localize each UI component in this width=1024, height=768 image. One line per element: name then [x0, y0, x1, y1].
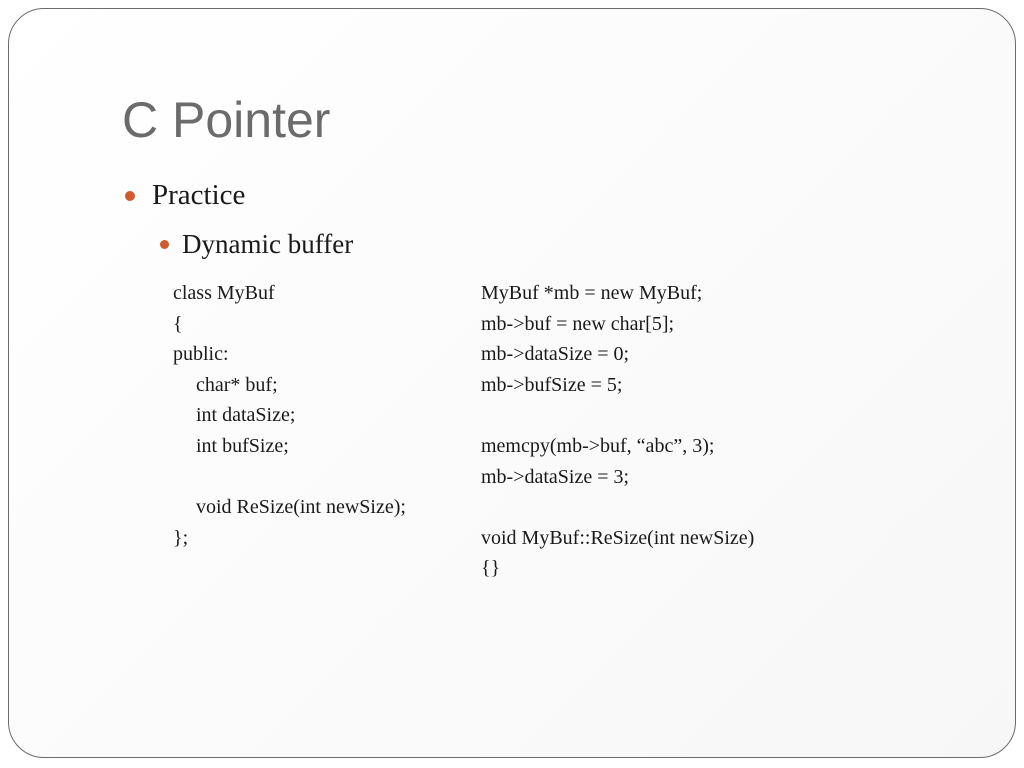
bullet-practice-text: Practice: [152, 179, 246, 211]
code-line: mb->dataSize = 0;: [481, 343, 630, 366]
code-line: {: [173, 312, 183, 335]
code-line: mb->buf = new char[5];: [481, 312, 675, 335]
bullet-dynamic-buffer-text: Dynamic buffer: [182, 229, 354, 259]
code-line: [481, 492, 754, 523]
code-line: public:: [173, 343, 229, 366]
code-line: [173, 462, 406, 493]
code-line: int dataSize;: [196, 404, 296, 427]
code-line: MyBuf *mb = new MyBuf;: [481, 282, 703, 304]
sub-bullet-dot-icon: [160, 240, 169, 249]
code-line: void MyBuf::ReSize(int newSize): [481, 526, 755, 549]
code-line: [481, 400, 754, 431]
code-line: int bufSize;: [196, 434, 289, 457]
bullet-dot-icon: [125, 191, 135, 201]
slide-frame: [8, 8, 1016, 758]
code-line: };: [173, 526, 189, 549]
code-line: char* buf;: [196, 373, 278, 396]
bullet-practice: [125, 179, 245, 212]
bullet-dynamic-buffer: [160, 229, 353, 260]
code-line: {}: [481, 557, 501, 580]
code-line: mb->bufSize = 5;: [481, 373, 623, 396]
code-line: void ReSize(int newSize);: [196, 496, 406, 519]
code-line: memcpy(mb->buf, “abc”, 3);: [481, 434, 715, 457]
slide-title: C Pointer: [122, 92, 331, 148]
code-usage-example: [481, 278, 754, 584]
code-line: class MyBuf: [173, 282, 275, 304]
code-class-definition: [173, 278, 406, 553]
code-line: mb->dataSize = 3;: [481, 465, 630, 488]
